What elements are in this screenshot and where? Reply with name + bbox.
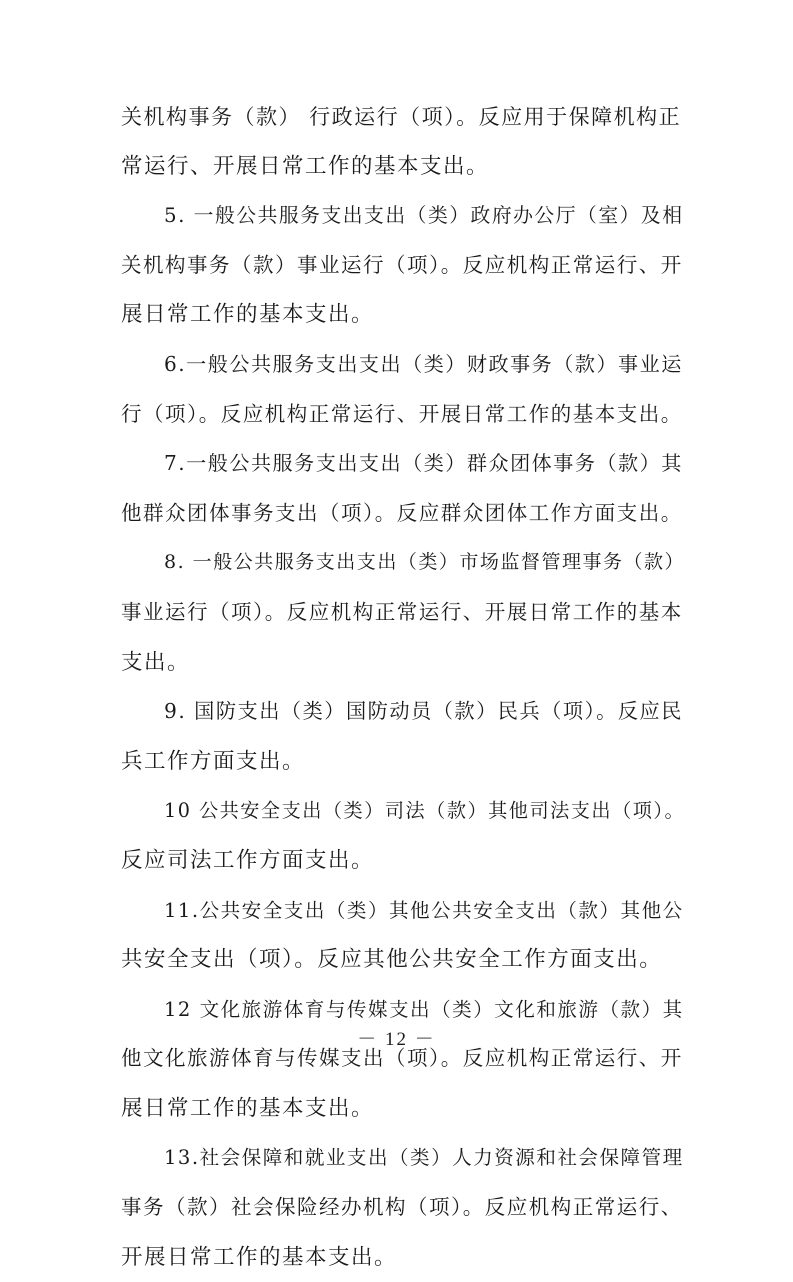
text-line: 事业运行（项）。反应机构正常运行、开展日常工作的基本 xyxy=(121,599,683,624)
paragraph-10-line: 10 公共安全支出（类）司法（款）其他司法支出（项）。 xyxy=(164,799,686,823)
text-line: 反应司法工作方面支出。 xyxy=(121,847,375,873)
text-line: 关机构事务（款） 行政运行（项）。反应用于保障机构正 xyxy=(121,104,682,129)
text-line: 开展日常工作的基本支出。 xyxy=(121,1244,398,1270)
text-line: 他群众团体事务支出（项）。反应群众团体工作方面支出。 xyxy=(121,500,683,525)
text-line: 共安全支出（项）。反应其他公共安全工作方面支出。 xyxy=(121,947,663,973)
text-line: 兵工作方面支出。 xyxy=(121,748,306,774)
text-line: 支出。 xyxy=(121,649,191,675)
paragraph-11-line: 11.公共安全支出（类）其他公共安全支出（款）其他公 xyxy=(164,898,684,922)
paragraph-12-line: 12 文化旅游体育与传媒支出（类）文化和旅游（款）其 xyxy=(164,997,684,1021)
text-line: 事务（款）社会保险经办机构（项）。反应机构正常运行、 xyxy=(121,1195,683,1220)
paragraph-6-line: 6.一般公共服务支出支出（类）财政事务（款）事业运 xyxy=(164,351,683,376)
paragraph-8-line: 8. 一般公共服务支出支出（类）市场监督管理事务（款） xyxy=(164,551,686,574)
text-line: 他文化旅游体育与传媒支出（项）。反应机构正常运行、开 xyxy=(121,1046,683,1071)
text-line: 关机构事务（款）事业运行（项）。反应机构正常运行、开 xyxy=(121,252,683,277)
page-number: － 12 － xyxy=(357,1029,436,1050)
text-line: 常运行、开展日常工作的基本支出。 xyxy=(121,153,490,179)
body-text xyxy=(121,92,686,1282)
paragraph-5-line: 5. 一般公共服务支出支出（类）政府办公厅（室）及相 xyxy=(164,204,684,228)
paragraph-7-line: 7.一般公共服务支出支出（类）群众团体事务（款）其 xyxy=(164,451,683,476)
text-line: 行（项）。反应机构正常运行、开展日常工作的基本支出。 xyxy=(121,401,683,426)
paragraph-13-line: 13.社会保障和就业支出（类）人力资源和社会保障管理 xyxy=(164,1146,684,1170)
text-line: 展日常工作的基本支出。 xyxy=(121,302,375,328)
text-line: 展日常工作的基本支出。 xyxy=(121,1095,375,1121)
paragraph-9-line: 9. 国防支出（类）国防动员（款）民兵（项）。反应民 xyxy=(164,699,683,724)
